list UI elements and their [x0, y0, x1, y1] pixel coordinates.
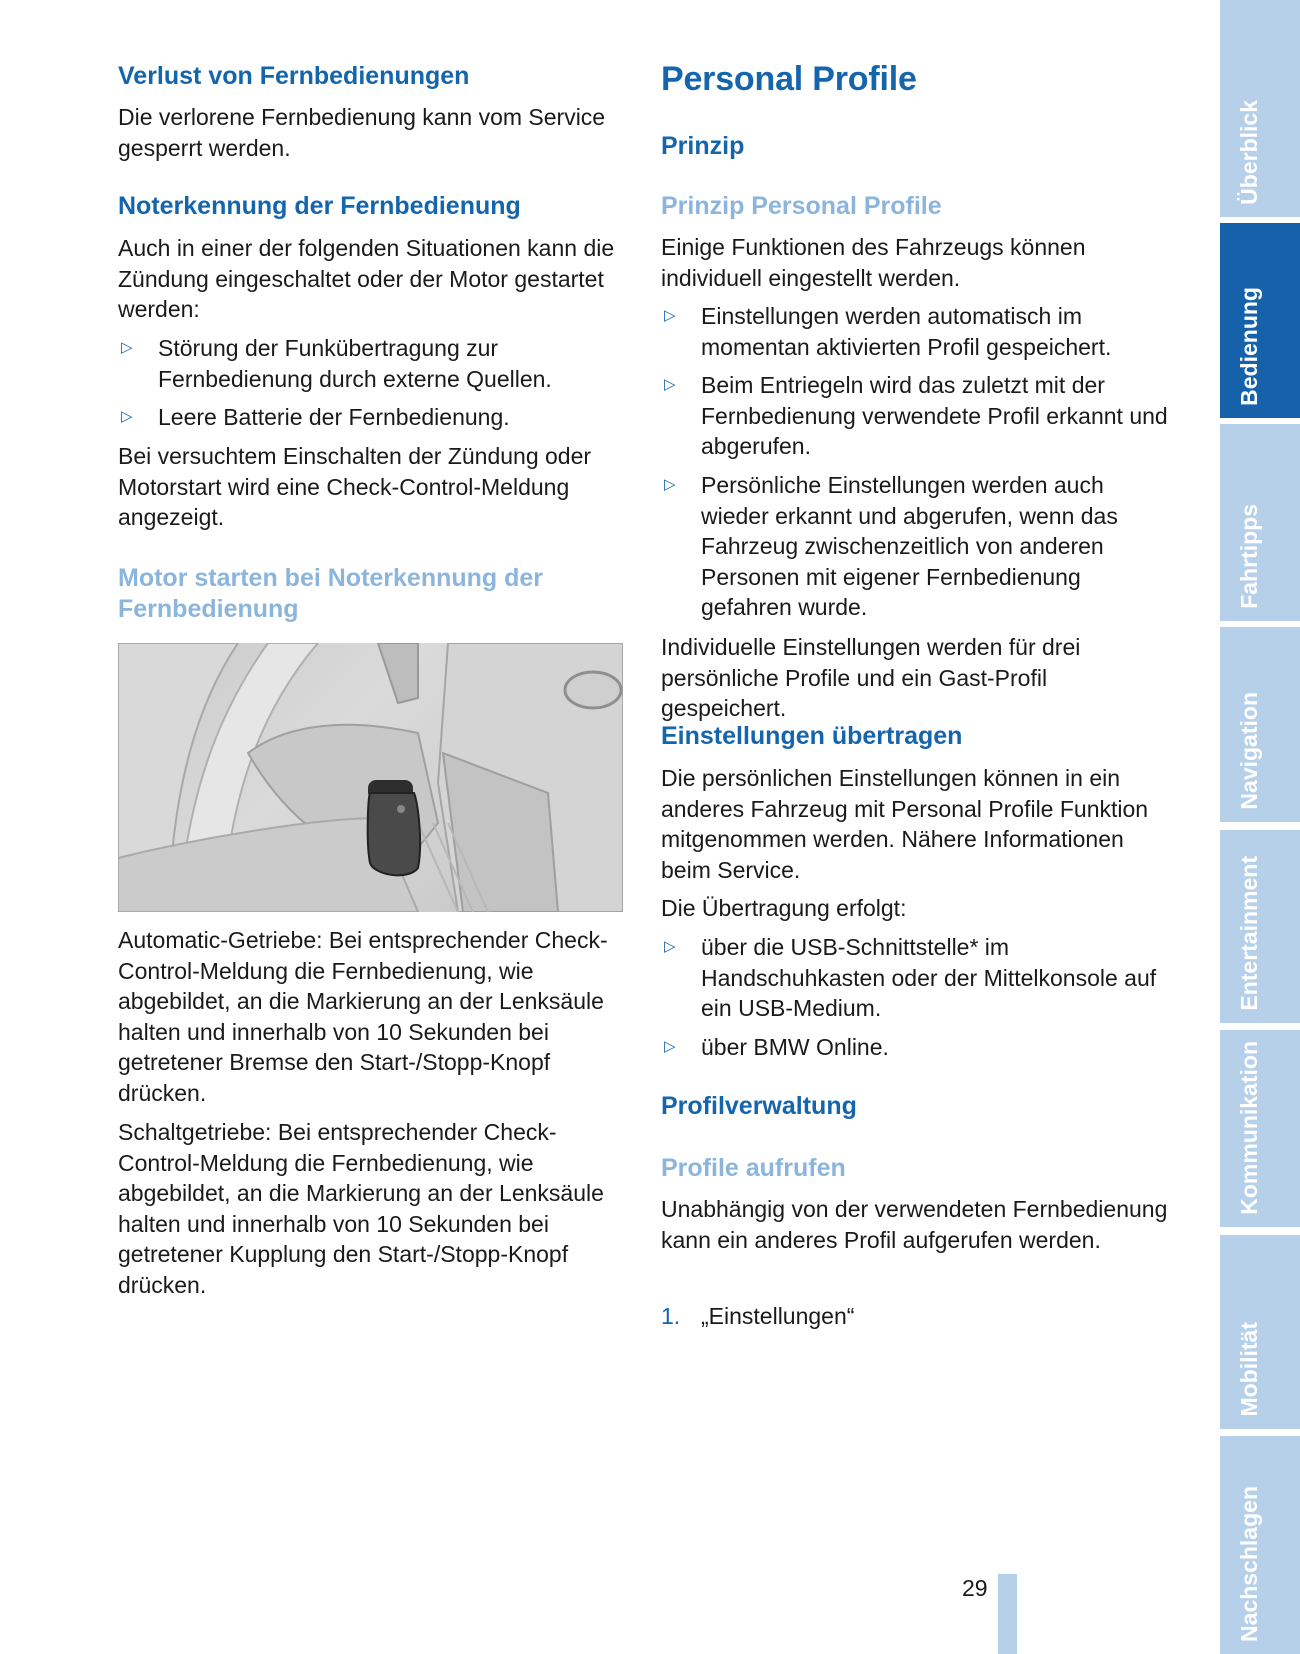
- triangle-bullet-icon: ▷: [664, 376, 676, 393]
- para-automatic-transmission: Automatic-Getriebe: Bei entsprechender Check-Control-Meldung die Fernbedienung, wie abgebildet, an die Markierung an der Lenksäule halten und innerhalb von 10 Sekunden bei getretener Bremse den Start-/Stopp-Knopf drücken.: [118, 927, 608, 1106]
- step-number: 1.: [661, 1303, 681, 1329]
- tab-kommunikation[interactable]: Kommunikation: [1220, 1030, 1300, 1227]
- para-emergency-intro: Auch in einer der folgenden Situationen kann die Zündung eingeschaltet oder der Motor gestartet werden:: [118, 235, 615, 322]
- tab-entertainment[interactable]: Entertainment: [1220, 830, 1300, 1023]
- bullet-item: ▷ Einstellungen werden automatisch im momentan aktivierten Profil gespeichert.: [664, 303, 1112, 360]
- bullet-item: ▷ Beim Entriegeln wird das zuletzt mit der Fernbedienung verwendete Profil erkannt und abgerufen.: [664, 372, 1168, 459]
- para-call-profiles: Unabhängig von der verwendeten Fernbedienung kann ein anderes Profil aufgerufen werden.: [661, 1196, 1168, 1253]
- triangle-bullet-icon: ▷: [664, 476, 676, 493]
- bullet-item: ▷ über die USB-Schnittstelle* im Handschuhkasten oder der Mittelkonsole auf ein USB-Medium.: [664, 934, 1157, 1021]
- bullet-item: ▷ über BMW Online.: [661, 1032, 1171, 1063]
- page-number: 29: [962, 1575, 988, 1601]
- heading-emergency-detection: Noterkennung der Fernbedienung: [118, 192, 521, 220]
- tab-mobilitaet[interactable]: Mobilität: [1220, 1235, 1300, 1429]
- car-interior-illustration: [118, 643, 623, 912]
- para-lost-remote: Die verlorene Fernbedienung kann vom Service gesperrt werden.: [118, 104, 606, 161]
- para-manual-transmission: Schaltgetriebe: Bei entsprechender Check-Control-Meldung die Fernbedienung, wie abgebildet, an die Markierung an der Lenksäule halten und innerhalb von 10 Sekunden bei getretener Kupplung den Start-/Stopp-Knopf drücken.: [118, 1119, 604, 1298]
- para-profiles-count: Individuelle Einstellungen werden für drei persönliche Profile und ein Gast-Profil gespeichert.: [661, 634, 1081, 721]
- tab-fahrtipps[interactable]: Fahrtipps: [1220, 424, 1300, 621]
- bullet-item: ▷ Störung der Funkübertragung zur Fernbedienung durch externe Quellen.: [121, 335, 552, 392]
- steering-column-key-illustration: [118, 643, 623, 912]
- heading-transfer-settings: Einstellungen übertragen: [661, 722, 963, 750]
- tab-ueberblick[interactable]: Überblick: [1220, 0, 1300, 217]
- subheading-start-engine: Motor starten bei Noterkennung der Fernbedienung: [118, 564, 544, 623]
- triangle-bullet-icon: ▷: [664, 938, 676, 955]
- page-marker-bar: [998, 1574, 1017, 1654]
- tab-navigation[interactable]: Navigation: [1220, 627, 1300, 822]
- para-check-control: Bei versuchtem Einschalten der Zündung oder Motorstart wird eine Check-Control-Meldung angezeigt.: [118, 443, 592, 530]
- triangle-bullet-icon: ▷: [121, 408, 133, 425]
- tab-nachschlagen[interactable]: Nachschlagen: [1220, 1436, 1300, 1654]
- triangle-bullet-icon: ▷: [121, 339, 133, 356]
- chapter-tab-sidebar: [1220, 0, 1300, 1654]
- para-transfer-via: Die Übertragung erfolgt:: [661, 895, 907, 921]
- para-transfer: Die persönlichen Einstellungen können in ein anderes Fahrzeug mit Personal Profile Funktion mitgenommen werden. Nähere Informationen beim Service.: [661, 765, 1149, 883]
- bullet-item: ▷ Leere Batterie der Fernbedienung.: [118, 402, 626, 433]
- heading-principle: Prinzip: [661, 132, 745, 160]
- para-principle: Einige Funktionen des Fahrzeugs können individuell eingestellt werden.: [661, 234, 1086, 291]
- page-title: Personal Profile: [661, 60, 917, 98]
- triangle-bullet-icon: ▷: [664, 1038, 676, 1055]
- tab-bedienung[interactable]: Bedienung: [1220, 223, 1300, 418]
- heading-profile-management: Profilverwaltung: [661, 1092, 857, 1120]
- heading-lost-remote: Verlust von Fernbedienungen: [118, 62, 470, 90]
- step-item: 1. „Einstellungen“: [661, 1301, 1171, 1332]
- triangle-bullet-icon: ▷: [664, 307, 676, 324]
- subheading-call-profiles: Profile aufrufen: [661, 1154, 846, 1182]
- subheading-principle-personal-profile: Prinzip Personal Profile: [661, 192, 942, 220]
- bullet-item: ▷ Persönliche Einstellungen werden auch wieder erkannt und abgerufen, wenn das Fahrzeug zwischenzeitlich von anderen Personen mit eigener Fernbedienung gefahren wurde.: [664, 472, 1118, 620]
